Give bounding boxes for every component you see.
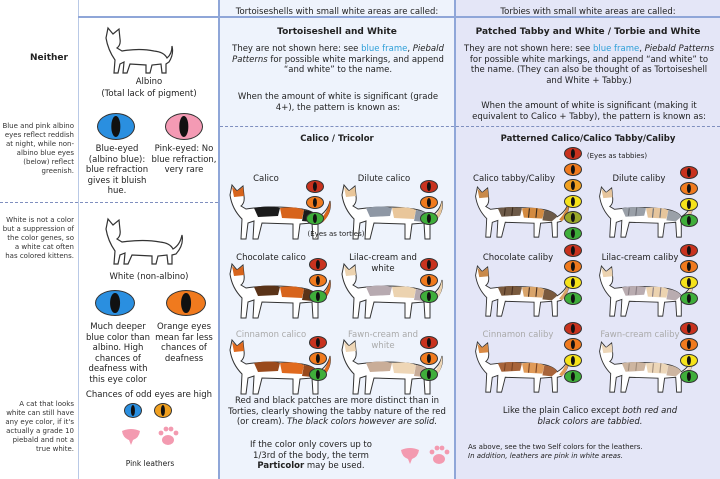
torbie-blue-frame-link[interactable]: blue frame bbox=[592, 44, 640, 54]
tortie-significant: When the amount of white is significant (grade 4+), the pattern is known as: bbox=[237, 92, 439, 113]
calico-green-eye-icon bbox=[306, 212, 324, 225]
cinn-green-eye-icon bbox=[309, 368, 327, 381]
cat-label-caliby: Calico tabby/Caliby bbox=[473, 174, 555, 184]
cat-label-cinnamon-calico: Cinnamon calico bbox=[235, 330, 307, 340]
ccaliby-yellow-eye-icon bbox=[564, 276, 582, 289]
cat-label-dilute-caliby: Dilute caliby bbox=[612, 174, 666, 184]
cncaliby-orange-eye-icon bbox=[564, 338, 582, 351]
dcaliby-copper-eye-icon bbox=[680, 166, 698, 179]
dilute-orange-eye-icon bbox=[420, 196, 438, 209]
note-eyes: Blue and pink albino eyes reflect reddish at night, while non-albino blue eyes (below) reflect greenish. bbox=[2, 122, 74, 175]
caliby-amber-eye-icon bbox=[564, 179, 582, 192]
calico-heading: Calico / Tricolor bbox=[300, 134, 374, 144]
cncaliby-yellow-eye-icon bbox=[564, 354, 582, 367]
cinn-orange-eye-icon bbox=[309, 352, 327, 365]
caliby-hazel-eye-icon bbox=[564, 211, 582, 224]
lilac-green-eye-icon bbox=[420, 290, 438, 303]
pink-nose-leather-icon bbox=[120, 428, 142, 446]
albino-pink-text: Pink-eyed: No blue refraction, very rare bbox=[151, 144, 217, 175]
odd-eyes-text: Chances of odd eyes are high bbox=[85, 390, 213, 400]
particolor-note: If the color only covers up to 1/3rd of the body, the term Particolor may be used. bbox=[250, 440, 372, 471]
cncaliby-copper-eye-icon bbox=[564, 322, 582, 335]
torbie-heading: Patched Tabby and White / Torbie and White bbox=[475, 27, 701, 37]
fawn-green-eye-icon bbox=[420, 368, 438, 381]
fcaliby-copper-eye-icon bbox=[680, 322, 698, 335]
torbie-significant: When the amount of white is significant (making it equivalent to Calico + Tabby), the pattern is known as: bbox=[472, 101, 706, 122]
note-white: White is not a color but a suppression of the color genes, so a white cat often has colored kittens. bbox=[2, 216, 74, 260]
pink-leathers-label: Pink leathers bbox=[125, 459, 175, 468]
odd-amber-eye-icon bbox=[154, 403, 172, 418]
cat-label-fawn-cream-white: Fawn-cream and white bbox=[347, 330, 419, 351]
fcaliby-green-eye-icon bbox=[680, 370, 698, 383]
albino-subtitle: (Total lack of pigment) bbox=[101, 89, 197, 99]
calico-copper-eye-icon bbox=[306, 180, 324, 193]
caliby-cat-illustration bbox=[470, 183, 574, 243]
lilac-orange-eye-icon bbox=[420, 274, 438, 287]
white-blue-text: Much deeper blue color than albino. High chances of deafness with this eye color bbox=[85, 322, 151, 385]
cat-label-lilac-cream-caliby: Lilac-cream caliby bbox=[601, 253, 679, 263]
choc-copper-eye-icon bbox=[309, 258, 327, 271]
section-divider bbox=[220, 126, 720, 127]
white-orange-eye-icon bbox=[166, 290, 206, 316]
torbie-intro: They are not shown here: see blue frame, Piebald Patterns for possible white markings, and append “and white” to the name. (They can also be thought of as Tortoiseshell and White + Tabby.) bbox=[464, 44, 714, 86]
cat-label-chocolate-calico: Chocolate calico bbox=[236, 253, 306, 263]
dcaliby-yellow-eye-icon bbox=[680, 198, 698, 211]
fawn-copper-eye-icon bbox=[420, 336, 438, 349]
torbie-header: Torbies with small white areas are called: bbox=[500, 7, 676, 17]
ccaliby-copper-eye-icon bbox=[564, 244, 582, 257]
dilute-green-eye-icon bbox=[420, 212, 438, 225]
torbie-eyes-note: (Eyes as tabbies) bbox=[586, 152, 648, 160]
chocolate-caliby-cat-illustration bbox=[470, 262, 574, 322]
caliby-note: Like the plain Calico except both red and black colors are tabbied. bbox=[502, 406, 678, 427]
albino-pink-eye-icon bbox=[165, 113, 203, 140]
white-title: White (non-albino) bbox=[109, 272, 189, 282]
cat-label-lilac-cream-white: Lilac-cream and white bbox=[349, 253, 417, 274]
dilute-copper-eye-icon bbox=[420, 180, 438, 193]
calico-note: Red and black patches are more distinct than in Torties, clearly showing the tabby nature of the red (or cream). The black colors however are solid. bbox=[228, 396, 446, 427]
pink-paw-pads-icon bbox=[157, 425, 179, 447]
albino-title: Albino bbox=[135, 77, 163, 87]
tortie-header: Tortoiseshells with small white areas are called: bbox=[235, 7, 439, 17]
fawn-orange-eye-icon bbox=[420, 352, 438, 365]
tortie-heading: Tortoiseshell and White bbox=[277, 27, 397, 37]
choc-green-eye-icon bbox=[309, 290, 327, 303]
tortie-eyes-note: (Eyes as torties) bbox=[307, 230, 365, 238]
cncaliby-green-eye-icon bbox=[564, 370, 582, 383]
white-cat-illustration bbox=[100, 215, 188, 267]
tortie-intro: They are not shown here: see blue frame, Piebald Patterns for possible white markings, and append “and white” to the name. bbox=[232, 44, 444, 75]
albino-blue-eye-icon bbox=[97, 113, 135, 140]
caliby-orange-eye-icon bbox=[564, 163, 582, 176]
fcaliby-yellow-eye-icon bbox=[680, 354, 698, 367]
cinnamon-caliby-cat-illustration bbox=[470, 338, 574, 398]
fcaliby-orange-eye-icon bbox=[680, 338, 698, 351]
ccaliby-green-eye-icon bbox=[564, 292, 582, 305]
odd-blue-eye-icon bbox=[124, 403, 142, 418]
dcaliby-orange-eye-icon bbox=[680, 182, 698, 195]
cat-label-dilute-calico: Dilute calico bbox=[357, 174, 411, 184]
neither-label: Neither bbox=[30, 53, 68, 63]
lcaliby-copper-eye-icon bbox=[680, 244, 698, 257]
cinn-copper-eye-icon bbox=[309, 336, 327, 349]
cat-label-chocolate-caliby: Chocolate caliby bbox=[482, 253, 554, 263]
torbie-leathers-note: As above, see the two Self colors for the leathers. In addition, leathers are pink in white areas. bbox=[468, 443, 643, 460]
caliby-green-eye-icon bbox=[564, 227, 582, 240]
caliby-heading: Patterned Calico/Calico Tabby/Caliby bbox=[500, 134, 676, 144]
caliby-copper-eye-icon bbox=[564, 147, 582, 160]
tortie-paw-pads-icon bbox=[428, 444, 450, 466]
choc-orange-eye-icon bbox=[309, 274, 327, 287]
cat-label-calico: Calico bbox=[253, 174, 279, 184]
white-orange-text: Orange eyes mean far less chances of deafness bbox=[155, 322, 213, 364]
cat-label-fawn-cream-caliby: Fawn-cream caliby bbox=[600, 330, 680, 340]
spacer-2 bbox=[398, 449, 399, 450]
albino-blue-text: Blue-eyed (albino blue): blue refraction gives it bluish hue. bbox=[85, 144, 149, 196]
cat-label-cinnamon-caliby: Cinnamon caliby bbox=[482, 330, 554, 340]
lilac-copper-eye-icon bbox=[420, 258, 438, 271]
note-odd-eyes: A cat that looks white can still have any eye color, if it's actually a grade 10 piebald and not a true white. bbox=[5, 400, 74, 453]
ccaliby-orange-eye-icon bbox=[564, 260, 582, 273]
lcaliby-yellow-eye-icon bbox=[680, 276, 698, 289]
white-blue-eye-icon bbox=[95, 290, 135, 316]
calico-orange-eye-icon bbox=[306, 196, 324, 209]
dcaliby-green-eye-icon bbox=[680, 214, 698, 227]
lcaliby-green-eye-icon bbox=[680, 292, 698, 305]
lcaliby-orange-eye-icon bbox=[680, 260, 698, 273]
albino-cat-illustration bbox=[100, 24, 176, 76]
caliby-yellow-eye-icon bbox=[564, 195, 582, 208]
row-divider bbox=[0, 202, 218, 203]
blue-frame-link[interactable]: blue frame bbox=[361, 44, 408, 54]
tortie-nose-leather-icon bbox=[398, 447, 422, 465]
